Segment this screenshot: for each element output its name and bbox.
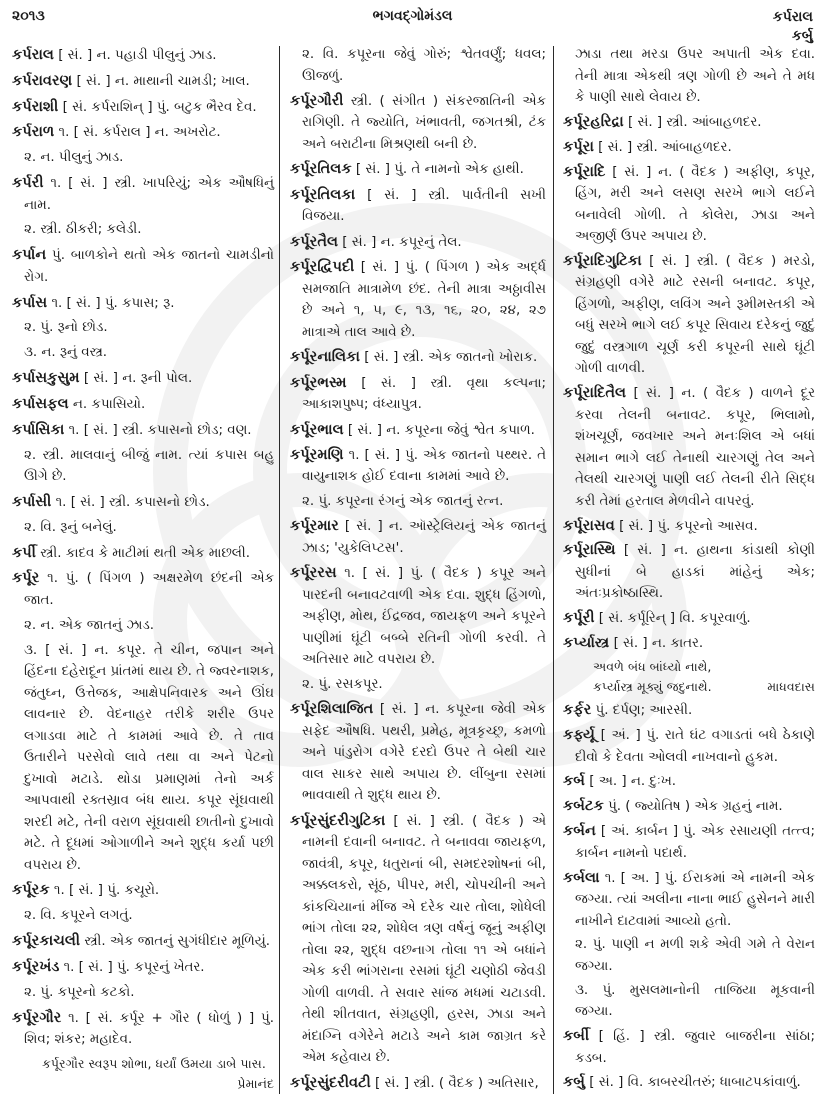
- guide-words: [773, 8, 813, 46]
- dictionary-entry: [563, 1071, 815, 1094]
- definition: [ સં. ] સ્ત્રી. ( વૈદક ) મરડો, સંગ્રહણી વગેરે માટે રસની બનાવટ. કપૂર, હિંગળો, અફીણ, લવિંગ અને રૂમીમસ્તકી એ બધું સરખે ભાગે લઈ કપૂર સિવાય દરેકનું જુદું જુદું વસ્ત્રગાળ ચૂર્ણ કરી કપૂરની સાથે ઘૂંટી ગોળી વાળવી.: [575, 253, 815, 377]
- headword: કર્પૂરદ્વિપદી: [290, 258, 355, 276]
- dictionary-entry: [290, 562, 546, 671]
- dictionary-entry: [12, 491, 274, 514]
- guide-word-first: કર્પરાલ: [772, 9, 813, 25]
- dictionary-entry: [12, 244, 274, 288]
- dictionary-entry: [563, 1025, 815, 1069]
- dictionary-entry: [290, 346, 546, 369]
- headword: કર્બલા: [563, 868, 600, 886]
- citation: [563, 657, 815, 697]
- definition: ૧. [ સં. ] પું. એક જાતનો પથ્થર. તે વાયુનાશક હોઈ દવાના કામમાં આવે છે.: [302, 447, 546, 485]
- dictionary-entry: [563, 795, 815, 818]
- headword: કર્પૂરમાર: [290, 517, 339, 535]
- dictionary-entry: [12, 542, 274, 565]
- headword: કર્પાસફલ: [12, 394, 69, 412]
- sense: ૩. પું. મુસલમાનોની તાજિયા મૂકવાની જગ્યા.: [575, 982, 815, 1020]
- dictionary-entry: [290, 158, 546, 181]
- definition: [ સં. ] ન. કપૂરના જેવી એક સફેદ ઔષધિ. પથરી, પ્રમેહ, મૂત્રકૃચ્છ્ર, કમળો અને પાંડુરોગ વગેરે દરદો ઉપર તે બેથી ચાર વાલ સાકર સાથે અપાય છે. લીંબુના રસમાં ભાવવાથી તે શુદ્ધ થાય છે.: [302, 702, 546, 804]
- definition: ૧. [ સં. ] સ્ત્રી. કપાસનો છોડ.: [55, 494, 210, 510]
- definition: [ સં. ] ન. હાથના કાંડાથી કોણી સુધીનાં બે હાડકાં માંહેનું એક; અંતઃપ્રકોષ્ઠાસ્થિ.: [575, 543, 815, 602]
- dictionary-entry: [290, 419, 546, 442]
- definition: [ અં. ] પું. રાતે ઘંટ વગાડતાં બધે ઠેકાણે દીવો કે દેવતા ઓલવી નાખવાનો હુકમ.: [575, 728, 815, 765]
- dictionary-entry: [563, 607, 815, 630]
- citation-author: પ્રેમાનંદ: [237, 1075, 274, 1091]
- definition: પું. દર્પણ; આરસી.: [595, 703, 693, 719]
- headword: કર્બ: [563, 772, 586, 790]
- dictionary-entry: [12, 70, 274, 93]
- definition: ૧. [ સં. ] પું. ( વૈદક ) કપૂર અને પારદની બનાવટવાળી એક દવા. શુદ્ધ હિંગળો, અફીણ, મોથ, ઈંદ્રજવ, જાયફળ અને કપૂરને પાણીમાં ઘૂંટી બબ્બે રતિની ગોળી કરવી. તે અતિસાર માટે વપરાય છે.: [302, 566, 546, 668]
- headword: કર્પૂરતિલકા: [290, 185, 356, 203]
- definition: ૧. પું. ( પિંગળ ) અક્ષરમેળ છંદની એક જાત.: [24, 571, 274, 608]
- definition: [ સં. ] વિ. કાબરચીતરું; ધાબાટપકાંવાળું.: [589, 1075, 801, 1091]
- definition: [ સં. ] પું. તે નામનો એક હાથી.: [355, 162, 524, 178]
- dictionary-entry: [563, 632, 815, 655]
- citation-line: કર્પૂરગૌર સ્વરૂપ શોભા, ધર્યાં ઉમયા ડાબે પાસ.: [42, 1055, 266, 1071]
- definition: સ્ત્રી. કાદવ કે માટીમાં થતી એક માછલી.: [40, 545, 250, 561]
- definition: [ સં. કર્પરાશિન્ ] પું. બટુક ભૈરવ દેવ.: [62, 99, 257, 115]
- column-divider: [279, 46, 280, 1094]
- sense: ૨. પું. રસકપૂર.: [302, 676, 383, 692]
- definition: ૧. [ અ. ] પું. ઈરાકમાં એ નામની એક જગ્યા. ત્યાં અલીના નાના ભાઈ હુસેનને મારી નાખીને દાટવામાં આવ્યો હતો.: [575, 870, 815, 929]
- definition: ૧. [ સં. ] સ્ત્રી. કપાસનો છોડ; વણ.: [68, 422, 252, 438]
- headword: કર્પાન: [12, 246, 47, 264]
- dictionary-entry: [290, 698, 546, 807]
- dictionary-entry: [290, 1072, 546, 1095]
- sense: ૩. ન. રૂનું વસ્ત્ર.: [24, 345, 108, 361]
- dictionary-entry: [563, 867, 815, 933]
- headword: કર્પૂરાસ્થિ: [563, 541, 616, 559]
- headword: કર્પૂરખંડ: [12, 957, 60, 975]
- headword: કર્પૂરી: [563, 609, 595, 627]
- dictionary-entry: [12, 567, 274, 611]
- headword: કર્પૂરરસ: [290, 564, 337, 582]
- headword: કર્પી: [12, 543, 36, 561]
- headword: કર્પરાશી: [12, 97, 59, 115]
- definition: [ સં. ] પું. ( પિંગળ ) એક અર્દ્ધ સમજાતિ માત્રામેળ છંદ. તેની માત્રા અઠ્ઠાવીસ છે અને ૧, ૫, ૯, ૧૩, ૧૬, ૨૦, ૨૪, ૨૭ માત્રાએ તાલ આવે છે.: [302, 260, 546, 340]
- dictionary-entry: [563, 539, 815, 605]
- headword: કર્પૂરતિલક: [290, 160, 352, 178]
- dictionary-entry: [290, 372, 546, 416]
- headword: કર્પૂરભાલ: [290, 420, 344, 438]
- guide-word-last: કર્બુ: [791, 28, 813, 44]
- definition: [ સં. ] સ્ત્રી. આંબાહળદર.: [628, 114, 762, 130]
- dictionary-entry: [290, 184, 546, 228]
- dictionary-entry: [12, 96, 274, 119]
- headword: કર્પૂરતૈલ: [290, 232, 339, 250]
- dictionary-entry: [290, 810, 546, 1069]
- definition: ૧. [ સં. કર્પૂર + ગૌર ( ધોળું ) ] પું. શિવ; શંકર; મહાદેવ.: [24, 1010, 274, 1048]
- definition: [ સં. ] ન. રૂની પોલ.: [83, 371, 193, 387]
- headword: કર્બી: [563, 1027, 590, 1045]
- dictionary-entry: [563, 724, 815, 768]
- dictionary-entry: [12, 956, 274, 979]
- definition: [ સં. ] સ્ત્રી. પાર્વતીની સખી વિજયા.: [302, 187, 546, 225]
- headword: કર્ફ્યૂ: [563, 726, 595, 744]
- definition: પું. ( જ્યોતિષ ) એક ગ્રહનું નામ.: [608, 799, 783, 815]
- dictionary-entry: [563, 515, 815, 538]
- definition: [ સં. ] ન. પહાડી પીલુનું ઝાડ.: [58, 48, 217, 63]
- definition: ૧. [ સં. ] પું. કપાસ; રૂ.: [51, 295, 175, 311]
- dictionary-entry: [290, 90, 546, 156]
- page-header: [12, 4, 813, 46]
- definition: [ સં. ] ન. ઑસ્ટ્રેલિયનું એક જાતનું ઝાડ; 'યુકેલિપ્ટસ'.: [302, 519, 546, 556]
- definition: [ અ. ] ન. દુઃખ.: [589, 774, 676, 790]
- column-3: [563, 44, 815, 1094]
- dictionary-entry: [12, 292, 274, 315]
- headword: કર્પરાવરણ: [12, 71, 73, 89]
- headword: કર્પાસી: [12, 492, 52, 510]
- headword: કર્બુ: [563, 1073, 586, 1091]
- column-1: [12, 44, 274, 1094]
- sense: ૨. સ્ત્રી. ઠીકરી; કલેડી.: [24, 222, 142, 238]
- sense: ૨. પું. કપૂરનો કટકો.: [24, 984, 135, 1000]
- dictionary-entry: [12, 172, 274, 216]
- column-2: [290, 44, 546, 1094]
- definition: ન. કપાસિયો.: [72, 396, 146, 412]
- sense: ૨. ન. પીલુનું ઝાડ.: [24, 150, 124, 166]
- headword: કર્પૂરગૌર: [12, 1008, 62, 1026]
- definition: [ સં. ] ન. ( વૈદક ) અફીણ, કપૂર, હિંગ, મરી અને લસણ સરખે ભાગે લઈને બનાવેલી ગોળી. તે કોલેરા, ઝાડા અને અજીર્ણ ઉપર અપાય છે.: [575, 164, 815, 245]
- headword: કર્પૂરશિલાજિત: [290, 700, 374, 718]
- definition: [ સં. ] સ્ત્રી. એક જાતનો ખોરાક.: [364, 350, 538, 366]
- headword: કર્ફર: [563, 701, 592, 719]
- headword: કર્પૂરહરિદ્રા: [563, 112, 624, 130]
- definition: [ સં. ] સ્ત્રી. આંબાહળદર.: [598, 139, 732, 155]
- dictionary-entry: [12, 393, 274, 416]
- headword: કર્પૂરગૌરી: [290, 91, 344, 109]
- definition: ૧. [ સં. ] પું. કપૂરનું ખેતર.: [63, 959, 205, 975]
- definition: [ સં. ] ન. કપૂરનું તેલ.: [342, 234, 462, 250]
- dictionary-entry: [290, 444, 546, 488]
- dictionary-entry: [290, 515, 546, 559]
- definition: [ સં. ] સ્ત્રી. ( વૈદક ) અતિસાર,: [375, 1075, 539, 1091]
- sense: ૨. વિ. કપૂરને લગતું.: [24, 908, 133, 924]
- dictionary-entry: [563, 111, 815, 134]
- headword: કર્પ્યાસ્ત્ર: [563, 634, 610, 652]
- book-title: ભગવદ્ગોમંડલ: [372, 8, 453, 24]
- headword: કર્પરી: [12, 174, 44, 192]
- headword: કર્પૂરભસ્મ: [290, 373, 347, 391]
- sense: ૨. ન. એક જાતનું ઝાડ.: [24, 617, 155, 633]
- dictionary-entry: [563, 161, 815, 248]
- citation: [12, 1054, 274, 1094]
- definition: [ સં. ] ન. કપૂરના જેવું શ્વેત કપાળ.: [347, 422, 535, 438]
- sense: ૨. પું. રૂનો છોડ.: [24, 320, 108, 336]
- definition: [ અં. કાર્બન ] પું. એક રસાયણી તત્ત્વ; કાર્બન નામનો પદાર્થ.: [575, 824, 815, 861]
- headword: કર્પૂરસુંદરીગુટિકા: [290, 811, 386, 829]
- headword: કર્પૂરાસવ: [563, 516, 615, 534]
- headword: કર્પૂરાદિ: [563, 162, 606, 180]
- definition: સ્ત્રી. એક જાતનું સુગંધીદાર મૂળિયું.: [84, 934, 270, 950]
- dictionary-entry: [290, 231, 546, 254]
- headword: કર્પૂરાદિતૈલ: [563, 384, 627, 402]
- dictionary-entry: [12, 879, 274, 902]
- dictionary-entry: [563, 820, 815, 864]
- definition: પું. બાળકોને થતો એક જાતનો ચામડીનો રોગ.: [24, 248, 274, 285]
- headword: કર્પાસ: [12, 293, 48, 311]
- dictionary-entry: [12, 419, 274, 442]
- column-divider: [553, 46, 554, 1094]
- dictionary-entry: [563, 250, 815, 380]
- definition: સ્ત્રી. ( સંગીત ) સંકરજાતિની એક રાગિણી. તે જ્યોતિ, ખંભાવતી, જગતશ્રી, ટંક અને બરાટીના મિશ્રણથી બની છે.: [302, 93, 546, 152]
- definition: [ સં. ] સ્ત્રી. ( વૈદક ) એ નામની દવાની બનાવટ. તે બનાવવા જાયફળ, જાવંત્રી, કપૂર, ધતુરાનાં બી, સમદરશોષનાં બી, અક્કલકરો, સૂંઠ, પીપર, મરી, ચોપચીની અને કાંકચિયાનાં મીંજ એ દરેક ચાર તોલા, શોધેલી ભાંગ તોલા ૨૨, શોધેલ ત્રણ વર્ષનું જૂનું અફીણ તોલા ૨૨, શુદ્ધ વછનાગ તોલા ૧૧ એ બધાંને એક કરી ભાંગરાના રસમાં ઘૂંટી ચણોઠી જેવડી ગોળી વાળવી. તે સવાર સાંજ મધમાં ચટાડવી. તેથી શીતવાત, સંગ્રહણી, હરસ, ઝાડા અને મંદાગ્નિ વગેરેને મટાડે અને કામ જાગ્રત કરે એમ કહેવાય છે.: [302, 813, 546, 1066]
- definition: [ સં. કર્પૂરિન્ ] વિ. કપૂરવાળું.: [598, 611, 751, 627]
- headword: કર્પરાળ: [12, 123, 55, 141]
- headword: કર્પૂર: [12, 569, 40, 587]
- citation-line: અવળે બંધ બાંધ્યો નાથે,: [593, 658, 712, 674]
- headword: કર્પૂરા: [563, 137, 594, 155]
- sense: ૩. [ સં. ] ન. કપૂર. તે ચીન, જપાન અને હિંદના દહેરાદૂન પ્રાંતમાં થાય છે. તે જ્વરનાશક, જંતુઘ્ન, ઉત્તેજક, આક્ષેપનિવારક અને ઊંઘ લાવનાર છે. વેદનાહર તરીકે શરીર ઉપર લગાડવા માટે તે કામમાં આવે છે. તે તાવ ઉતારીને પરસેવો લાવે તથા વા અને પેટનો દુખાવો મટાડે. થોડા પ્રમાણમાં તેનો અર્ક આપવાથી રક્તસ્રાવ બંધ થાય. કપૂર સૂંઘવાથી શરદી મટે, તેની વરાળ સૂંઘવાથી છાતીનો દુખાવો મટે. તે દૂધમાં ઓગાળીને અને શુદ્ધ કર્યા પછી વપરાય છે.: [24, 642, 274, 873]
- sense: ૨. પું. કપૂરના રંગનું એક જાતનું રત્ન.: [302, 493, 504, 509]
- dictionary-entry: [563, 699, 815, 722]
- sense: ૨. પું. પાણી ન મળી શકે એવી ગમે તે વેરાન જગ્યા.: [575, 937, 815, 974]
- definition: [ સં. ] ન. કાતર.: [613, 636, 704, 652]
- dictionary-entry: [12, 367, 274, 390]
- citation-author: માધવદાસ: [767, 678, 815, 694]
- sense: ૨. સ્ત્રી. માલવાનું બીજું નામ. ત્યાં કપાસ બહુ ઊગે છે.: [24, 447, 274, 485]
- dictionary-entry: [12, 44, 274, 67]
- dictionary-entry: [563, 136, 815, 159]
- citation-line: કર્પ્યાસ્ત્ર મૂક્યું જદુનાથે.: [593, 678, 712, 694]
- definition: [ હિં. ] સ્ત્રી. જુવાર બાજરીના સાંઠા; કડબ.: [575, 1029, 815, 1066]
- headword: કર્પૂરક: [12, 881, 50, 899]
- continuation: ઝાડા તથા મરડા ઉપર અપાતી એક દવા. તેની માત્રા એકથી ત્રણ ગોળી છે અને તે મધ કે પાણી સાથે લેવાય છે.: [575, 47, 815, 105]
- headword: કર્પૂરાદિગુટિકા: [563, 251, 642, 269]
- page-number: ૨૦૧૩: [12, 8, 45, 24]
- dictionary-entry: [12, 121, 274, 144]
- dictionary-entry: [12, 1007, 274, 1051]
- definition: [ સં. ] સ્ત્રી. વૃથા કલ્પના; આકાશપુષ્પ; વંધ્યાપુત્ર.: [302, 375, 546, 413]
- sense: ૨. વિ. રૂનું બનેલું.: [24, 519, 117, 535]
- definition: ૧. [ સં. કર્પરાલ ] ન. અખરોટ.: [58, 125, 221, 141]
- headword: કર્પૂરમણિ: [290, 445, 344, 463]
- headword: કર્પૂરસુંદરીવટી: [290, 1073, 371, 1091]
- dictionary-entry: [563, 770, 815, 793]
- citation-last-row: [593, 677, 815, 697]
- dictionary-entry: [12, 930, 274, 953]
- dictionary-entry: [563, 382, 815, 512]
- definition: [ સં. ] ન. માથાની ચામડી; ખાલ.: [76, 73, 250, 89]
- definition: [ સં. ] ન. ( વૈદક ) વાળને દૂર કરવા તેલની બનાવટ. કપૂર, ભિલામો, શંખચૂર્ણ, જવખાર અને મનઃશિલ એ બધાં સમાન ભાગે લઈ તેનાથી ચારગણું તેલ અને તેલથી ચારગણું પાણી લઈ તેલની રીતે સિદ્ધ કરી તેમાં હરતાલ મેળવીને વાપરવું.: [575, 386, 815, 509]
- definition: ૧. [ સં. ] પું. કચૂરો.: [53, 883, 160, 899]
- dictionary-entry: [290, 256, 546, 343]
- headword: કર્પૂરનાલિકા: [290, 348, 360, 366]
- headword: કર્પૂરકાચલી: [12, 932, 81, 950]
- headword: કર્બટક: [563, 797, 604, 815]
- headword: કર્પરાલ: [12, 46, 54, 63]
- headword: કર્પાસિકા: [12, 420, 65, 438]
- definition: [ સં. ] પું. કપૂરનો આસવ.: [619, 518, 758, 534]
- sense: ૨. વિ. કપૂરના જેવું ગોરું; શ્વેતવર્ણું; ધવલ; ઊજળું.: [302, 47, 546, 84]
- definition: ૧. [ સં. ] સ્ત્રી. ખાપરિયું; એક ઔષધિનું નામ.: [24, 176, 274, 213]
- headword: કર્પાસકુસુમ: [12, 369, 80, 387]
- headword: કર્બન: [563, 822, 596, 840]
